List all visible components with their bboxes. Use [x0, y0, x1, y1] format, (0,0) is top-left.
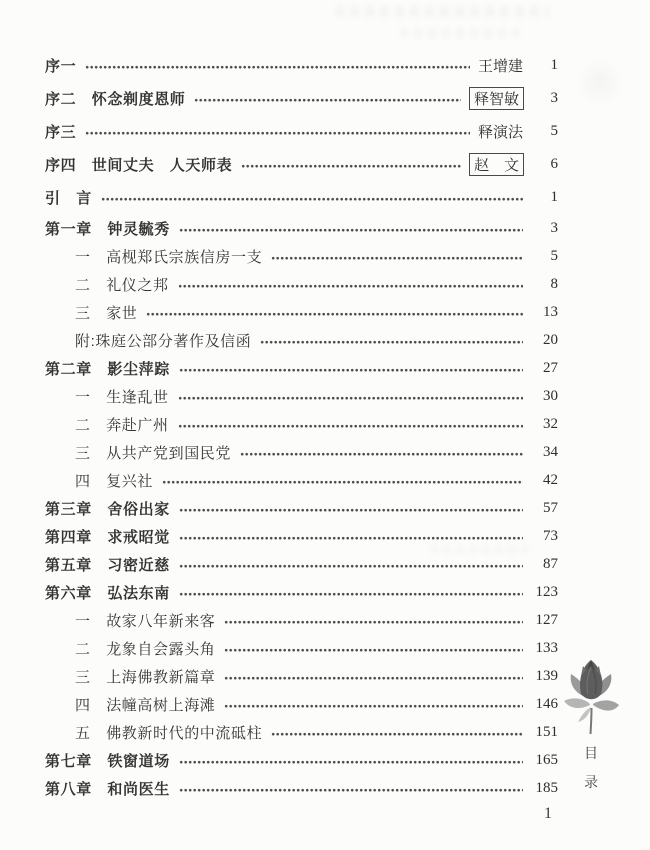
- toc-entry: [45, 494, 558, 522]
- toc-entry-page: 3: [550, 219, 558, 236]
- dot-leader: [194, 97, 461, 104]
- toc-entry-page: 42: [543, 471, 558, 488]
- toc-entry: [45, 690, 558, 718]
- lotus-flower-icon: [562, 650, 620, 736]
- dot-leader: [240, 451, 523, 458]
- toc-entry-text: 一 故家八年新来客: [75, 612, 216, 630]
- toc-entry-text: 四 复兴社: [75, 472, 154, 490]
- toc-entry-page: 5: [550, 123, 558, 139]
- toc-entry: [45, 662, 558, 690]
- toc-entry-text: 第六章 弘法东南: [45, 584, 170, 602]
- dot-leader: [162, 479, 523, 486]
- toc-entry-text: 第三章 舍俗出家: [45, 500, 170, 518]
- toc-entry: [45, 82, 558, 115]
- dot-leader: [146, 311, 523, 318]
- toc-entry-author: 释智敏: [469, 87, 524, 110]
- toc-entry-author: 赵 文: [469, 153, 524, 176]
- dot-leader: [179, 787, 523, 794]
- dot-leader: [101, 196, 523, 203]
- scan-bleed-artifact: [400, 28, 520, 38]
- dot-leader: [179, 227, 523, 234]
- toc-entry-page: 8: [550, 275, 558, 292]
- toc-entry-text: 序二 怀念剃度恩师: [45, 91, 186, 108]
- toc-entry-text: 第一章 钟灵毓秀: [45, 220, 170, 238]
- toc-entry-text: 三 上海佛教新篇章: [75, 668, 216, 686]
- toc-entry-page: 146: [535, 695, 558, 712]
- toc-entry-text: 二 龙象自会露头角: [75, 640, 216, 658]
- toc-entry-page: 127: [535, 611, 558, 628]
- toc-entry-page: 1: [550, 57, 558, 73]
- toc-entry: [45, 298, 558, 326]
- toc-entry: [45, 242, 558, 270]
- dot-leader: [224, 703, 523, 710]
- toc-entry: [45, 354, 558, 382]
- toc-entry-page: 3: [550, 90, 558, 106]
- toc-entry-page: 151: [535, 723, 558, 740]
- toc-entry: [45, 746, 558, 774]
- side-label-char: 录: [584, 776, 598, 791]
- toc-entry: [45, 148, 558, 181]
- toc-entry-page: 30: [543, 387, 558, 404]
- side-label-char: 目: [584, 747, 598, 762]
- dot-leader: [179, 507, 523, 514]
- toc-entry-page: 20: [543, 331, 558, 348]
- toc-entry-text: 二 奔赴广州: [75, 416, 169, 434]
- toc-entry-text: 四 法幢高树上海滩: [75, 696, 216, 714]
- toc-entry: [45, 326, 558, 354]
- toc-entry-page: 73: [543, 527, 558, 544]
- toc-entry-text: 第八章 和尚医生: [45, 780, 170, 798]
- toc-entry-text: 序一: [45, 58, 77, 75]
- toc-entry-text: 一 生逢乱世: [75, 388, 169, 406]
- toc-entry-text: 第七章 铁窗道场: [45, 752, 170, 770]
- toc-entry: [45, 410, 558, 438]
- toc-entry-page: 87: [543, 555, 558, 572]
- toc-entry-text: 第四章 求戒昭觉: [45, 528, 170, 546]
- folio-page-number: 1: [544, 805, 552, 822]
- toc-entry: [45, 522, 558, 550]
- toc-entry-page: 123: [535, 583, 558, 600]
- toc-entry-page: 165: [535, 751, 558, 768]
- toc-entry-text: 五 佛教新时代的中流砥柱: [75, 724, 263, 742]
- toc-entry-page: 133: [535, 639, 558, 656]
- toc-entry-page: 6: [550, 156, 558, 172]
- toc-entry: [45, 214, 558, 242]
- toc-entry-page: 13: [543, 303, 558, 320]
- dot-leader: [178, 283, 523, 290]
- toc-entry: [45, 578, 558, 606]
- toc-entry: [45, 382, 558, 410]
- dot-leader: [260, 339, 523, 346]
- scan-bleed-artifact: [576, 58, 624, 106]
- toc-entry-text: 序三: [45, 124, 77, 141]
- scan-bleed-artifact: [335, 6, 550, 17]
- dot-leader: [178, 423, 523, 430]
- toc-entry-text: 第二章 影尘萍踪: [45, 360, 170, 378]
- toc-entry: [45, 606, 558, 634]
- toc-entry: [45, 634, 558, 662]
- toc-entry-text: 附:珠庭公部分著作及信函: [75, 332, 252, 350]
- toc-entry-page: 34: [543, 443, 558, 460]
- toc-entry-text: 三 家世: [75, 304, 138, 322]
- toc-entry: [45, 550, 558, 578]
- side-decoration: [562, 650, 620, 791]
- dot-leader: [241, 163, 461, 170]
- toc-entry: [45, 466, 558, 494]
- dot-leader: [179, 535, 523, 542]
- toc-entry-text: 三 从共产党到国民党: [75, 444, 232, 462]
- toc-entry-page: 57: [543, 499, 558, 516]
- toc-entry-page: 27: [543, 359, 558, 376]
- toc-entry-text: 二 礼仪之邦: [75, 276, 169, 294]
- toc-entry: [45, 181, 558, 214]
- toc-entry-page: 1: [550, 189, 558, 205]
- toc-entry-text: 一 高枧郑氏宗族信房一支: [75, 248, 263, 266]
- dot-leader: [179, 759, 523, 766]
- dot-leader: [271, 731, 523, 738]
- toc-entry-text: 第五章 习密近慈: [45, 556, 170, 574]
- dot-leader: [224, 675, 523, 682]
- toc-entry: [45, 270, 558, 298]
- dot-leader: [85, 130, 470, 137]
- dot-leader: [85, 64, 470, 71]
- dot-leader: [224, 647, 523, 654]
- toc-entry-page: 139: [535, 667, 558, 684]
- dot-leader: [271, 255, 523, 262]
- dot-leader: [179, 591, 523, 598]
- dot-leader: [179, 563, 523, 570]
- toc-entry-text: 序四 世间丈夫 人天师表: [45, 157, 233, 174]
- toc-entry: [45, 438, 558, 466]
- dot-leader: [224, 619, 523, 626]
- toc-list: [45, 49, 558, 802]
- toc-entry-author: 王增建: [477, 59, 523, 75]
- dot-leader: [179, 367, 523, 374]
- toc-entry-page: 32: [543, 415, 558, 432]
- toc-entry: [45, 49, 558, 82]
- toc-entry-page: 5: [550, 247, 558, 264]
- toc-entry-page: 185: [535, 779, 558, 796]
- toc-entry: [45, 774, 558, 802]
- toc-entry-text: 引 言: [45, 190, 92, 207]
- toc-entry: [45, 718, 558, 746]
- toc-entry: [45, 115, 558, 148]
- dot-leader: [178, 395, 523, 402]
- toc-entry-author: 释演法: [477, 125, 523, 141]
